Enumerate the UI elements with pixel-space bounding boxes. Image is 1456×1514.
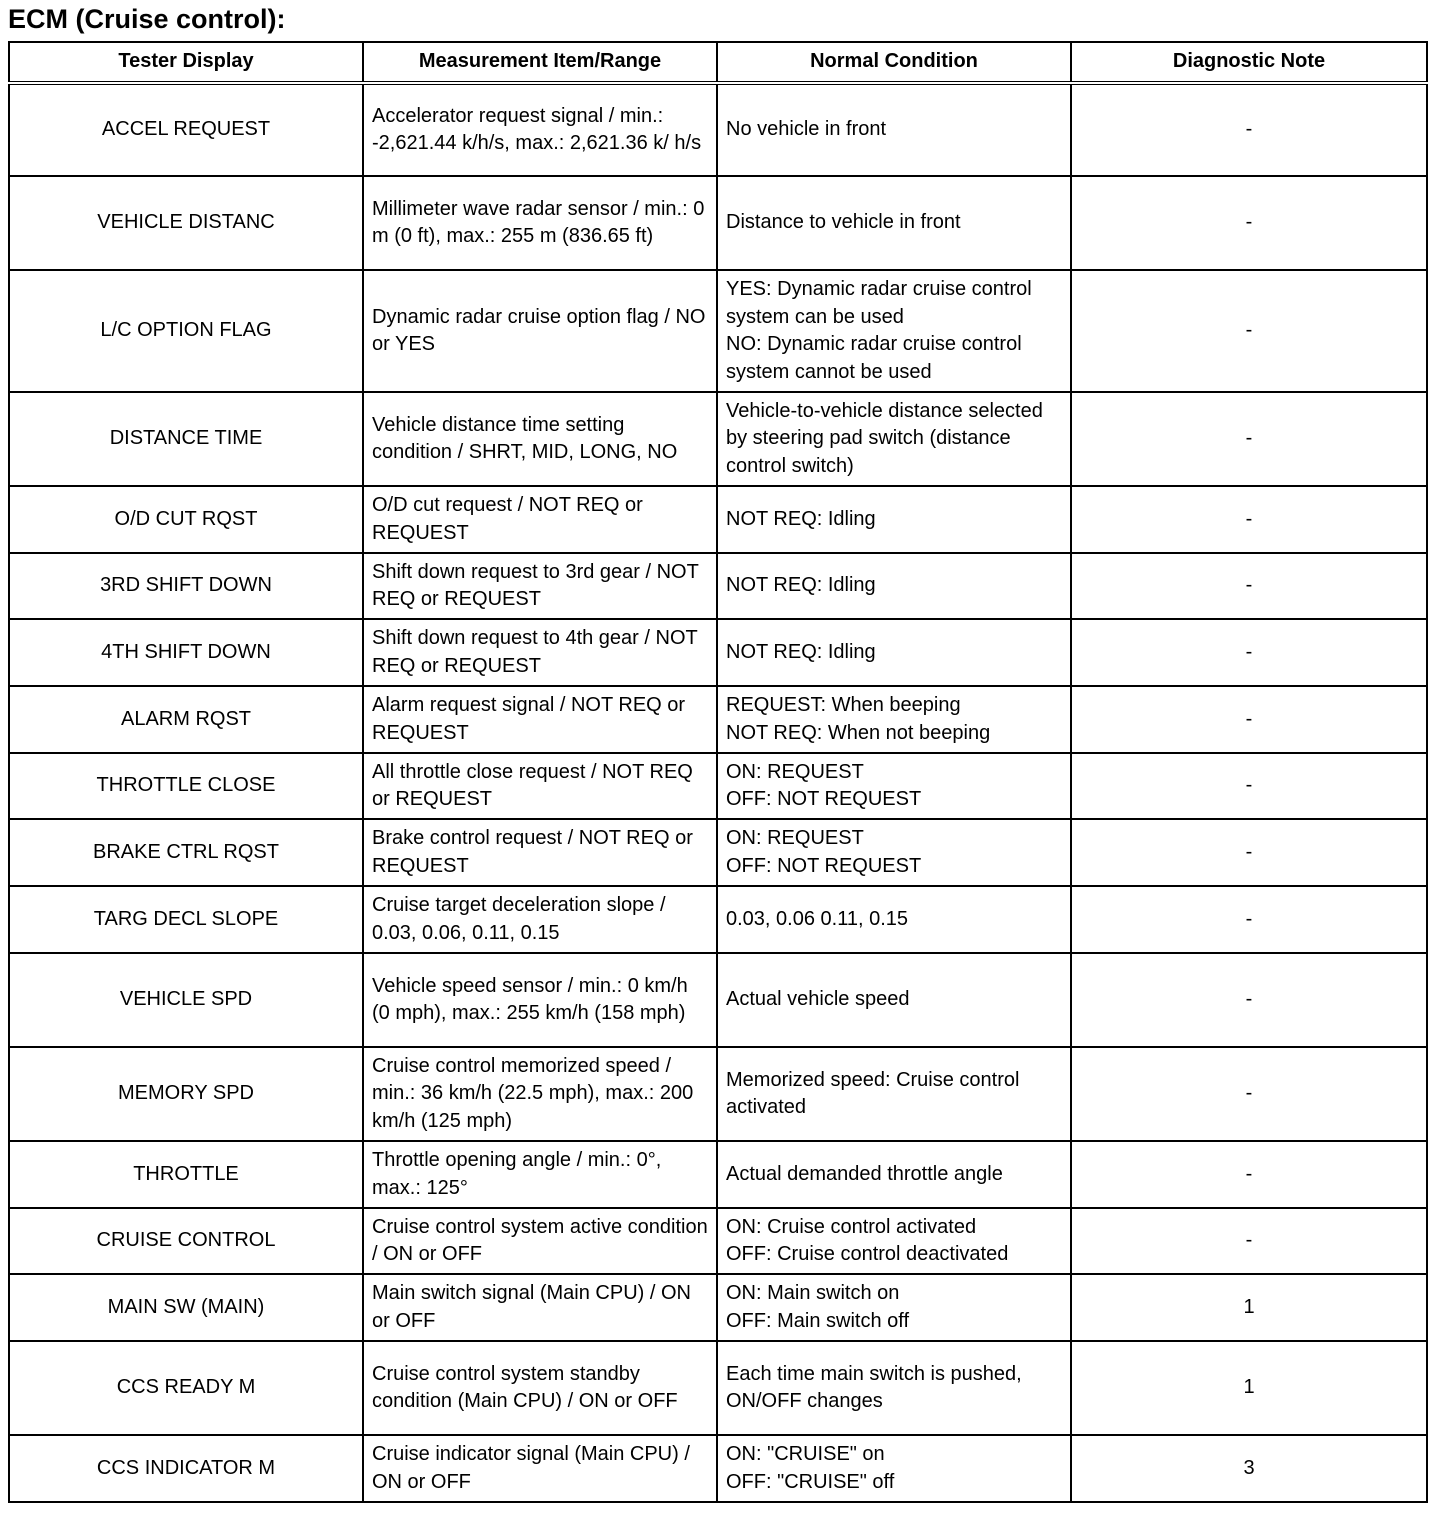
normal-condition-cell: ON: REQUEST OFF: NOT REQUEST: [717, 753, 1071, 819]
table-row: [9, 176, 1427, 270]
table-row: [9, 1341, 1427, 1435]
tester-display-cell: CCS READY M: [9, 1341, 363, 1435]
diagnostic-note-cell: -: [1071, 686, 1427, 753]
tester-display-cell: L/C OPTION FLAG: [9, 270, 363, 392]
tester-display-cell: CRUISE CONTROL: [9, 1208, 363, 1274]
diagnostic-note-cell: -: [1071, 953, 1427, 1047]
header-diagnostic-note: Diagnostic Note: [1071, 42, 1427, 83]
header-tester-display: Tester Display: [9, 42, 363, 83]
measurement-cell: Cruise indicator signal (Main CPU) / ON or OFF: [363, 1435, 717, 1502]
normal-condition-cell: NOT REQ: Idling: [717, 486, 1071, 553]
measurement-cell: Shift down request to 3rd gear / NOT REQ or REQUEST: [363, 553, 717, 619]
table-row: [9, 392, 1427, 486]
measurement-cell: Dynamic radar cruise option flag / NO or YES: [363, 270, 717, 392]
table-row: [9, 1141, 1427, 1208]
tester-display-cell: MAIN SW (MAIN): [9, 1274, 363, 1341]
normal-condition-cell: Distance to vehicle in front: [717, 176, 1071, 270]
ecm-data-table: [8, 41, 1428, 1503]
measurement-cell: Alarm request signal / NOT REQ or REQUEST: [363, 686, 717, 753]
tester-display-cell: TARG DECL SLOPE: [9, 886, 363, 953]
measurement-cell: Cruise target deceleration slope / 0.03, 0.06, 0.11, 0.15: [363, 886, 717, 953]
diagnostic-note-cell: -: [1071, 553, 1427, 619]
measurement-cell: Main switch signal (Main CPU) / ON or OFF: [363, 1274, 717, 1341]
diagnostic-note-cell: -: [1071, 270, 1427, 392]
normal-condition-cell: NOT REQ: Idling: [717, 553, 1071, 619]
measurement-cell: Throttle opening angle / min.: 0°, max.: 125°: [363, 1141, 717, 1208]
page-title: ECM (Cruise control):: [8, 4, 286, 34]
table-row: [9, 619, 1427, 686]
measurement-cell: Millimeter wave radar sensor / min.: 0 m (0 ft), max.: 255 m (836.65 ft): [363, 176, 717, 270]
tester-display-cell: BRAKE CTRL RQST: [9, 819, 363, 886]
normal-condition-cell: Actual vehicle speed: [717, 953, 1071, 1047]
table-header-row: [9, 42, 1427, 83]
diagnostic-note-cell: -: [1071, 176, 1427, 270]
tester-display-cell: VEHICLE SPD: [9, 953, 363, 1047]
table-row: [9, 83, 1427, 176]
table-row: [9, 1047, 1427, 1141]
table-row: [9, 1435, 1427, 1502]
measurement-cell: Accelerator request signal / min.: -2,621.44 k/h/s, max.: 2,621.36 k/ h/s: [363, 83, 717, 176]
diagnostic-note-cell: -: [1071, 83, 1427, 176]
measurement-cell: Shift down request to 4th gear / NOT REQ or REQUEST: [363, 619, 717, 686]
normal-condition-cell: NOT REQ: Idling: [717, 619, 1071, 686]
table-row: [9, 686, 1427, 753]
table-row: [9, 819, 1427, 886]
table-row: [9, 753, 1427, 819]
table-row: [9, 486, 1427, 553]
measurement-cell: Cruise control memorized speed / min.: 36 km/h (22.5 mph), max.: 200 km/h (125 mph): [363, 1047, 717, 1141]
normal-condition-cell: ON: Main switch on OFF: Main switch off: [717, 1274, 1071, 1341]
header-measurement-item: Measurement Item/Range: [363, 42, 717, 83]
tester-display-cell: MEMORY SPD: [9, 1047, 363, 1141]
normal-condition-cell: 0.03, 0.06 0.11, 0.15: [717, 886, 1071, 953]
normal-condition-cell: Each time main switch is pushed, ON/OFF changes: [717, 1341, 1071, 1435]
tester-display-cell: 4TH SHIFT DOWN: [9, 619, 363, 686]
normal-condition-cell: ON: "CRUISE" on OFF: "CRUISE" off: [717, 1435, 1071, 1502]
tester-display-cell: O/D CUT RQST: [9, 486, 363, 553]
diagnostic-note-cell: -: [1071, 1141, 1427, 1208]
normal-condition-cell: YES: Dynamic radar cruise control system can be used NO: Dynamic radar cruise control system cannot be used: [717, 270, 1071, 392]
normal-condition-cell: ON: Cruise control activated OFF: Cruise control deactivated: [717, 1208, 1071, 1274]
tester-display-cell: DISTANCE TIME: [9, 392, 363, 486]
measurement-cell: All throttle close request / NOT REQ or REQUEST: [363, 753, 717, 819]
measurement-cell: Cruise control system active condition / ON or OFF: [363, 1208, 717, 1274]
diagnostic-note-cell: 1: [1071, 1274, 1427, 1341]
diagnostic-note-cell: 1: [1071, 1341, 1427, 1435]
measurement-cell: Cruise control system standby condition (Main CPU) / ON or OFF: [363, 1341, 717, 1435]
table-row: [9, 1274, 1427, 1341]
normal-condition-cell: REQUEST: When beeping NOT REQ: When not beeping: [717, 686, 1071, 753]
tester-display-cell: THROTTLE: [9, 1141, 363, 1208]
diagnostic-note-cell: -: [1071, 886, 1427, 953]
diagnostic-note-cell: 3: [1071, 1435, 1427, 1502]
diagnostic-note-cell: -: [1071, 819, 1427, 886]
diagnostic-note-cell: -: [1071, 753, 1427, 819]
measurement-cell: O/D cut request / NOT REQ or REQUEST: [363, 486, 717, 553]
measurement-cell: Vehicle distance time setting condition / SHRT, MID, LONG, NO: [363, 392, 717, 486]
table-row: [9, 553, 1427, 619]
measurement-cell: Brake control request / NOT REQ or REQUEST: [363, 819, 717, 886]
diagnostic-note-cell: -: [1071, 486, 1427, 553]
normal-condition-cell: Actual demanded throttle angle: [717, 1141, 1071, 1208]
tester-display-cell: 3RD SHIFT DOWN: [9, 553, 363, 619]
normal-condition-cell: Memorized speed: Cruise control activated: [717, 1047, 1071, 1141]
measurement-cell: Vehicle speed sensor / min.: 0 km/h (0 mph), max.: 255 km/h (158 mph): [363, 953, 717, 1047]
table-row: [9, 1208, 1427, 1274]
diagnostic-note-cell: -: [1071, 1047, 1427, 1141]
normal-condition-cell: ON: REQUEST OFF: NOT REQUEST: [717, 819, 1071, 886]
diagnostic-note-cell: -: [1071, 392, 1427, 486]
tester-display-cell: CCS INDICATOR M: [9, 1435, 363, 1502]
normal-condition-cell: No vehicle in front: [717, 83, 1071, 176]
table-row: [9, 886, 1427, 953]
tester-display-cell: THROTTLE CLOSE: [9, 753, 363, 819]
table-row: [9, 270, 1427, 392]
diagnostic-note-cell: -: [1071, 619, 1427, 686]
table-row: [9, 953, 1427, 1047]
diagnostic-note-cell: -: [1071, 1208, 1427, 1274]
tester-display-cell: ACCEL REQUEST: [9, 83, 363, 176]
normal-condition-cell: Vehicle-to-vehicle distance selected by steering pad switch (distance control switch): [717, 392, 1071, 486]
tester-display-cell: ALARM RQST: [9, 686, 363, 753]
header-normal-condition: Normal Condition: [717, 42, 1071, 83]
tester-display-cell: VEHICLE DISTANC: [9, 176, 363, 270]
